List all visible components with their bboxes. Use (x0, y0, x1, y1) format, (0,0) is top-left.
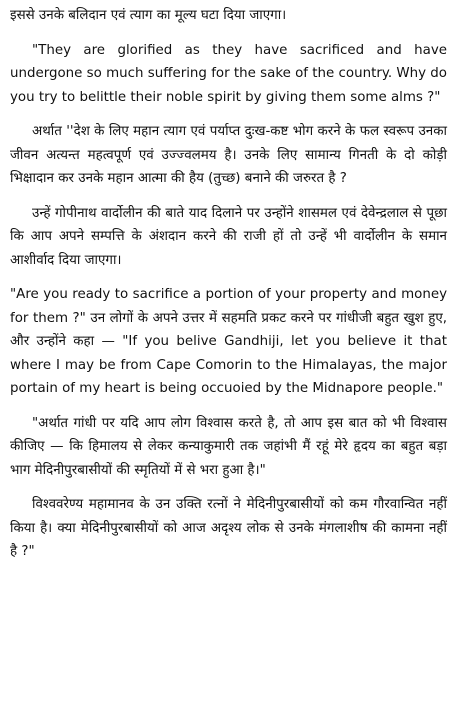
paragraph-5: "Are you ready to sacrifice a portion of your property and money for them ?" उन लोगों के अपने उत्तर में सहमति प्रकट करने पर गांधीजी बहुत खुश हुए, और उन्होंने कहा — "If you belive Gandhiji, let you believe it that where I may be from Cape Comorin to the Himalayas, the major portain of my heart is being occuoied by the Midnapore people." (10, 287, 447, 396)
paragraph-4: उन्हें गोपीनाथ वार्दोलीन की बाते याद दिलाने पर उन्होंने शासमल एवं देवेन्द्रलाल से पूछा कि आप अपने सम्पत्ति के अंशदान करने की राजी हों तो उन्हें भी वार्दोलीन के समान आशीर्वाद दिया जाएगा। (10, 205, 447, 268)
page-content (10, 4, 447, 564)
paragraph-1: इससे उनके बलिदान एवं त्याग का मूल्य घटा दिया जाएगा। (10, 8, 287, 23)
paragraph-3: अर्थात ''देश के लिए महान त्याग एवं पर्याप्त दुःख-कष्ट भोग करने के फल स्वरूप उनका जीवन अत्यन्त महत्वपूर्ण एवं उज्ज्वलमय है। उनके लिए सामान्य गिनती के दो कोड़ी भिक्षादान कर उनके महान आत्मा की हैय (तुच्छ) बनाने की जरुरत है ? (10, 124, 447, 186)
paragraph-2: "They are glorified as they have sacrificed and have undergone so much suffering for the sake of the country. Why do you try to belittle their noble spirit by giving them some alms ?" (10, 42, 447, 105)
paragraph-7: विश्ववरेण्य महामानव के उन उक्ति रत्नों ने मेदिनीपुरबासीयों को कम गौरवान्वित नहीं किया है। क्या मेदिनीपुरबासीयों को आज अदृश्य लोक से उनके मंगलाशीष की कामना नहीं है ?" (10, 497, 447, 559)
paragraph-6: "अर्थात गांधी पर यदि आप लोग विश्वास करते है, तो आप इस बात को भी विश्वास कीजिए — कि हिमालय से लेकर कन्याकुमारी तक जहांभी मैं रहूं मेरे हृदय का बहुत बड़ा भाग मेदिनीपुरबासीयों की स्मृतियों में से भरा हुआ है।" (10, 415, 447, 478)
